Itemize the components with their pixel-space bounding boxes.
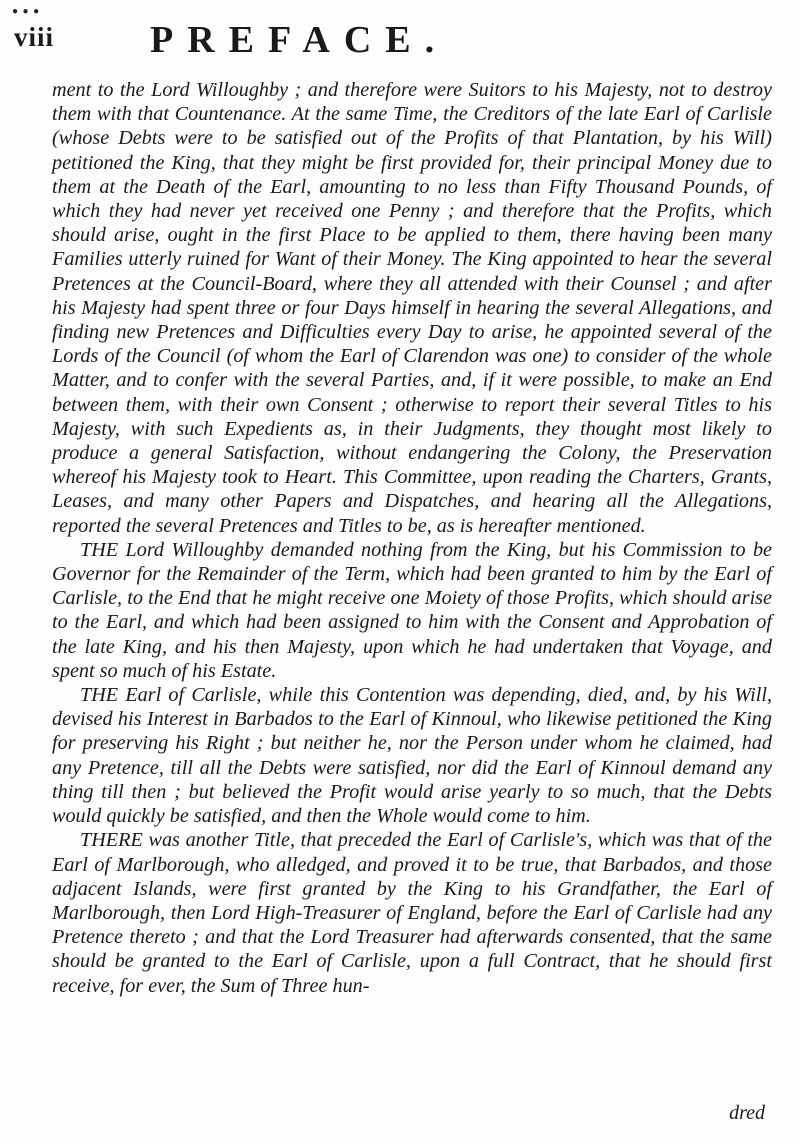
running-head: PREFACE. [150, 19, 449, 61]
catchword: dred [729, 1102, 765, 1124]
page-number: viii [14, 22, 55, 52]
body-text [52, 78, 772, 998]
paragraph-willoughby: THE Lord Willoughby demanded nothing from the King, but his Commission to be Governor for the Remainder of the Term, which had been granted to him by the Earl of Carlisle, to the End that he might receive one Moiety of those Profits, which should arise to the Earl, and which had been assigned to him with the Consent and Approbation of the late King, and his then Majesty, upon which he had undertaken that Voyage, and spent so much of his Estate. [52, 538, 772, 682]
paragraph-continuation: ment to the Lord Willoughby ; and therefore were Suitors to his Majesty, not to destroy them with that Countenance. At the same Time, the Creditors of the late Earl of Carlisle (whose Debts were to be satisfied out of the Profits of that Plantation, by his Will) petitioned the King, that they might be first provided for, their principal Money due to them at the Death of the Earl, amounting to no less than Fifty Thousand Pounds, of which they had never yet received one Penny ; and therefore that the Profits, which should arise, ought in the first Place to be applied to them, there having been many Families utterly ruined for Want of their Money. The King appointed to hear the several Pretences at the Council-Board, where they all attended with their Counsel ; and after his Majesty had spent three or four Days himself in hearing the several Allegations, and finding new Pretences and Difficulties every Day to arise, he appointed several of the Lords of the Council (of whom the Earl of Clarendon was one) to consider of the whole Matter, and to confer with the several Parties, and, if it were possible, to make an End between them, with their own Consent ; otherwise to report their several Titles to his Majesty, with such Expedients as, in their Judgments, they thought most likely to produce a general Satisfaction, without endangering the Colony, the Preservation whereof his Majesty took to Heart. This Committee, upon reading the Charters, Grants, Leases, and many other Papers and Dispatches, and hearing all the Allegations, reported the several Pretences and Titles to be, as is hereafter mentioned. [52, 79, 772, 537]
paragraph-carlisle: THE Earl of Carlisle, while this Contention was depending, died, and, by his Will, devised his Interest in Barbados to the Earl of Kinnoul, who likewise petitioned the King for preserving his Right ; but neither he, nor the Person under whom he claimed, had any Pretence, till all the Debts were satisfied, nor did the Earl of Kinnoul demand any thing till then ; but believed the Profit would arise yearly to so much, that the Debts would quickly be satisfied, and then the Whole would come to him. [52, 684, 772, 828]
paragraph-marlborough: THERE was another Title, that preceded the Earl of Carlisle's, which was that of the Earl of Marlborough, who alledged, and proved it to be true, that Barbados, and those adjacent Islands, were first granted by the King to his Grandfather, the Earl of Marlborough, then Lord High-Treasurer of England, before the Earl of Carlisle had any Pretence thereto ; and that the Lord Treasurer had afterwards consented, that the same should be granted to the Earl of Carlisle, upon a full Contract, that he should first receive, for ever, the Sum of Three hun- [52, 829, 772, 997]
ornament-dots: ● ● ● [12, 6, 41, 17]
